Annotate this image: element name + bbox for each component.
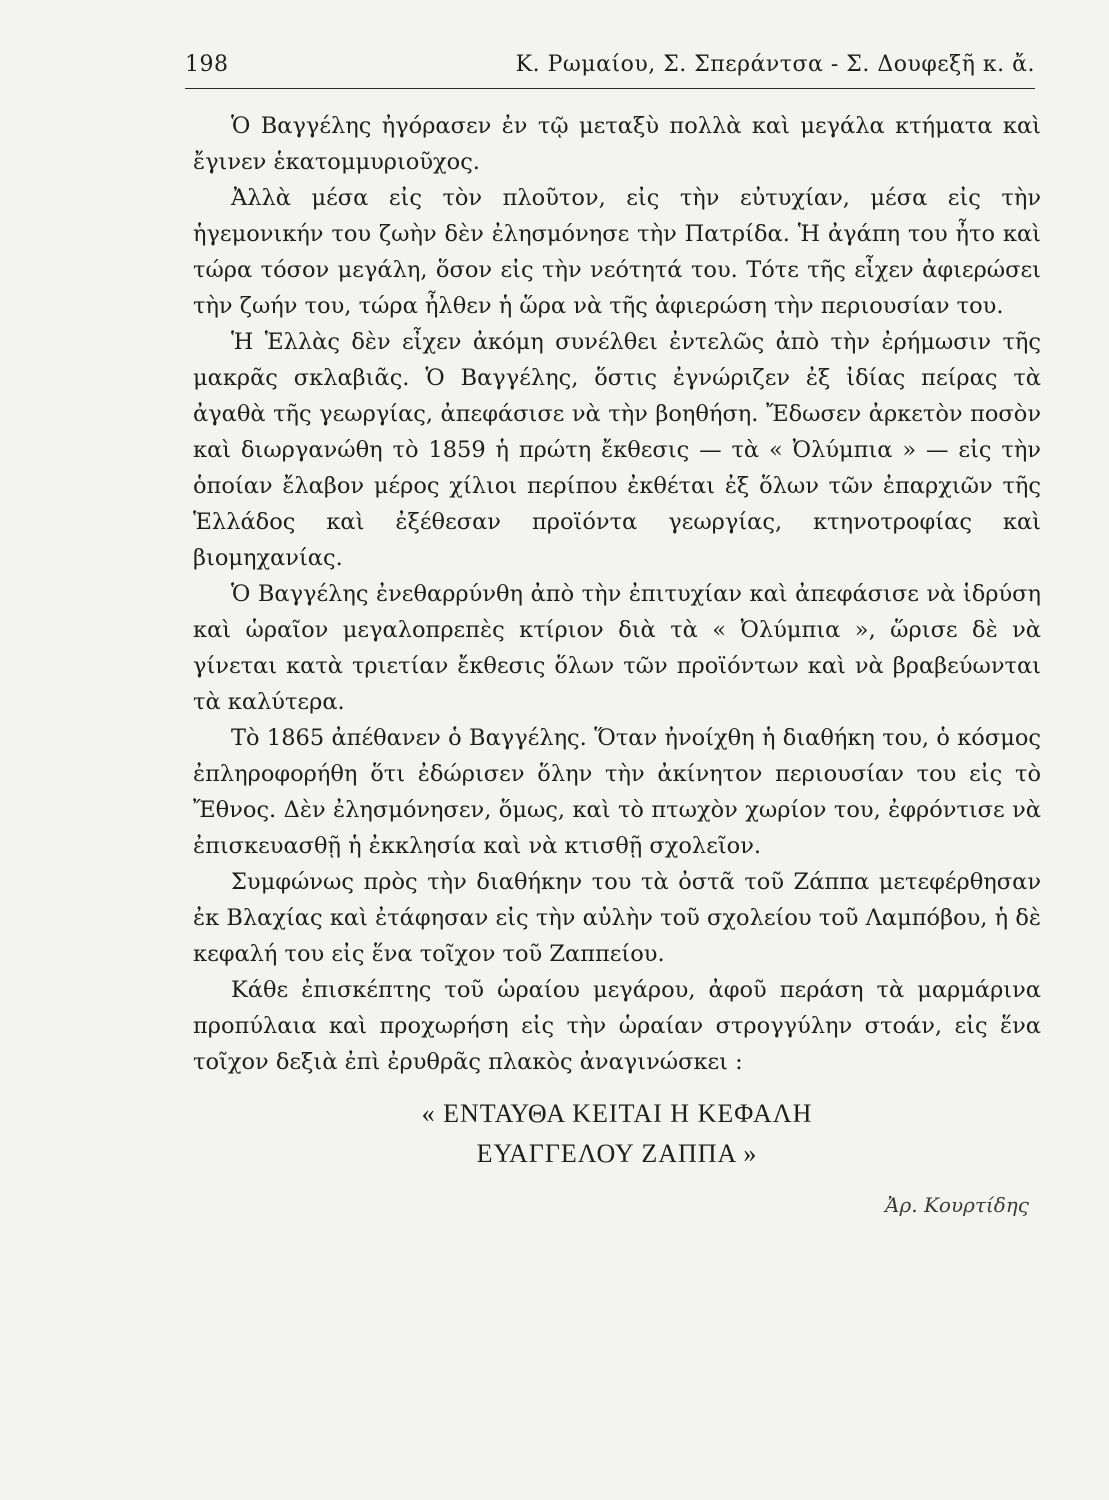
header-rule bbox=[185, 88, 1035, 89]
inscription-line-2: ΕΥΑΓΓΕΛΟΥ ΖΑΠΠΑ » bbox=[476, 1139, 758, 1168]
paragraph: Συμφώνως πρὸς τὴν διαθήκην του τὰ ὀστᾶ τοῦ Ζάππα μετεφέρθησαν ἐκ Βλαχίας καὶ ἐτάφησαν εἰς τὴν αὐλὴν τοῦ σχολείου τοῦ Λαμπόβου, ἡ δὲ κεφαλή του εἰς ἕνα τοῖχον τοῦ Ζαππείου. bbox=[193, 869, 1041, 967]
header-authors: Κ. Ρωμαίου, Σ. Σπεράντσα - Σ. Δουφεξῆ κ. ἄ. bbox=[515, 52, 1035, 77]
inscription bbox=[193, 1094, 1041, 1174]
body-text bbox=[193, 108, 1041, 1080]
signature: Ἀρ. Κουρτίδης bbox=[885, 1193, 1029, 1217]
inscription-line-1: « ΕΝΤΑΥΘΑ ΚΕΙΤΑΙ Η ΚΕΦΑΛΗ bbox=[421, 1099, 813, 1128]
paragraph: Τὸ 1865 ἀπέθανεν ὁ Βαγγέλης. Ὅταν ἠνοίχθη ἡ διαθήκη του, ὁ κόσμος ἐπληροφορήθη ὅτι ἐδώρισεν ὅλην τὴν ἀκίνητον περιουσίαν του εἰς τὸ Ἔθνος. Δὲν ἐλησμόνησεν, ὅμως, καὶ τὸ πτωχὸν χωρίον του, ἐφρόντισε νὰ ἐπισκευασθῇ ἡ ἐκκλησία καὶ νὰ κτισθῇ σχολεῖον. bbox=[193, 725, 1041, 859]
paragraph: Ὁ Βαγγέλης ἐνεθαρρύνθη ἀπὸ τὴν ἐπιτυχίαν καὶ ἀπεφάσισε νὰ ἱδρύση καὶ ὡραῖον μεγαλοπρεπὲς κτίριον διὰ τὰ « Ὀλύμπια », ὥρισε δὲ νὰ γίνεται κατὰ τριετίαν ἔκθεσις ὅλων τῶν προϊόντων καὶ νὰ βραβεύωνται τὰ καλύτερα. bbox=[193, 581, 1041, 715]
running-head bbox=[185, 52, 1035, 86]
paragraph: Ὁ Βαγγέλης ἠγόρασεν ἐν τῷ μεταξὺ πολλὰ καὶ μεγάλα κτήματα καὶ ἔγινεν ἑκατομμυριοῦχος. bbox=[193, 113, 1041, 175]
page-number: 198 bbox=[185, 52, 229, 77]
paragraph: Ἀλλὰ μέσα εἰς τὸν πλοῦτον, εἰς τὴν εὐτυχίαν, μέσα εἰς τὴν ἡγεμονικήν του ζωὴν δὲν ἐλησμόνησε τὴν Πατρίδα. Ἡ ἀγάπη του ἦτο καὶ τώρα τόσον μεγάλη, ὅσον εἰς τὴν νεότητά του. Τότε τῆς εἶχεν ἀφιερώσει τὴν ζωήν του, τώρα ἦλθεν ἡ ὥρα νὰ τῆς ἀφιερώση τὴν περιουσίαν του. bbox=[193, 185, 1041, 319]
paragraph: Κάθε ἐπισκέπτης τοῦ ὡραίου μεγάρου, ἀφοῦ περάση τὰ μαρμάρινα προπύλαια καὶ προχωρήση εἰς τὴν ὡραίαν στρογγύλην στοάν, εἰς ἕνα τοῖχον δεξιὰ ἐπὶ ἐρυθρᾶς πλακὸς ἀναγινώσκει : bbox=[193, 977, 1041, 1075]
paragraph: Ἡ Ἑλλὰς δὲν εἶχεν ἀκόμη συνέλθει ἐντελῶς ἀπὸ τὴν ἐρήμωσιν τῆς μακρᾶς σκλαβιᾶς. Ὁ Βαγγέλης, ὅστις ἐγνώριζεν ἐξ ἰδίας πείρας τὰ ἀγαθὰ τῆς γεωργίας, ἀπεφάσισε νὰ τὴν βοηθήση. Ἔδωσεν ἀρκετὸν ποσὸν καὶ διωργανώθη τὸ 1859 ἡ πρώτη ἔκθεσις — τὰ « Ὀλύμπια » — εἰς τὴν ὁποίαν ἔλαβον μέρος χίλιοι περίπου ἐκθέται ἐξ ὅλων τῶν ἐπαρχιῶν τῆς Ἑλλάδος καὶ ἐξέθεσαν προϊόντα γεωργίας, κτηνοτροφίας καὶ βιομηχανίας. bbox=[193, 329, 1041, 571]
